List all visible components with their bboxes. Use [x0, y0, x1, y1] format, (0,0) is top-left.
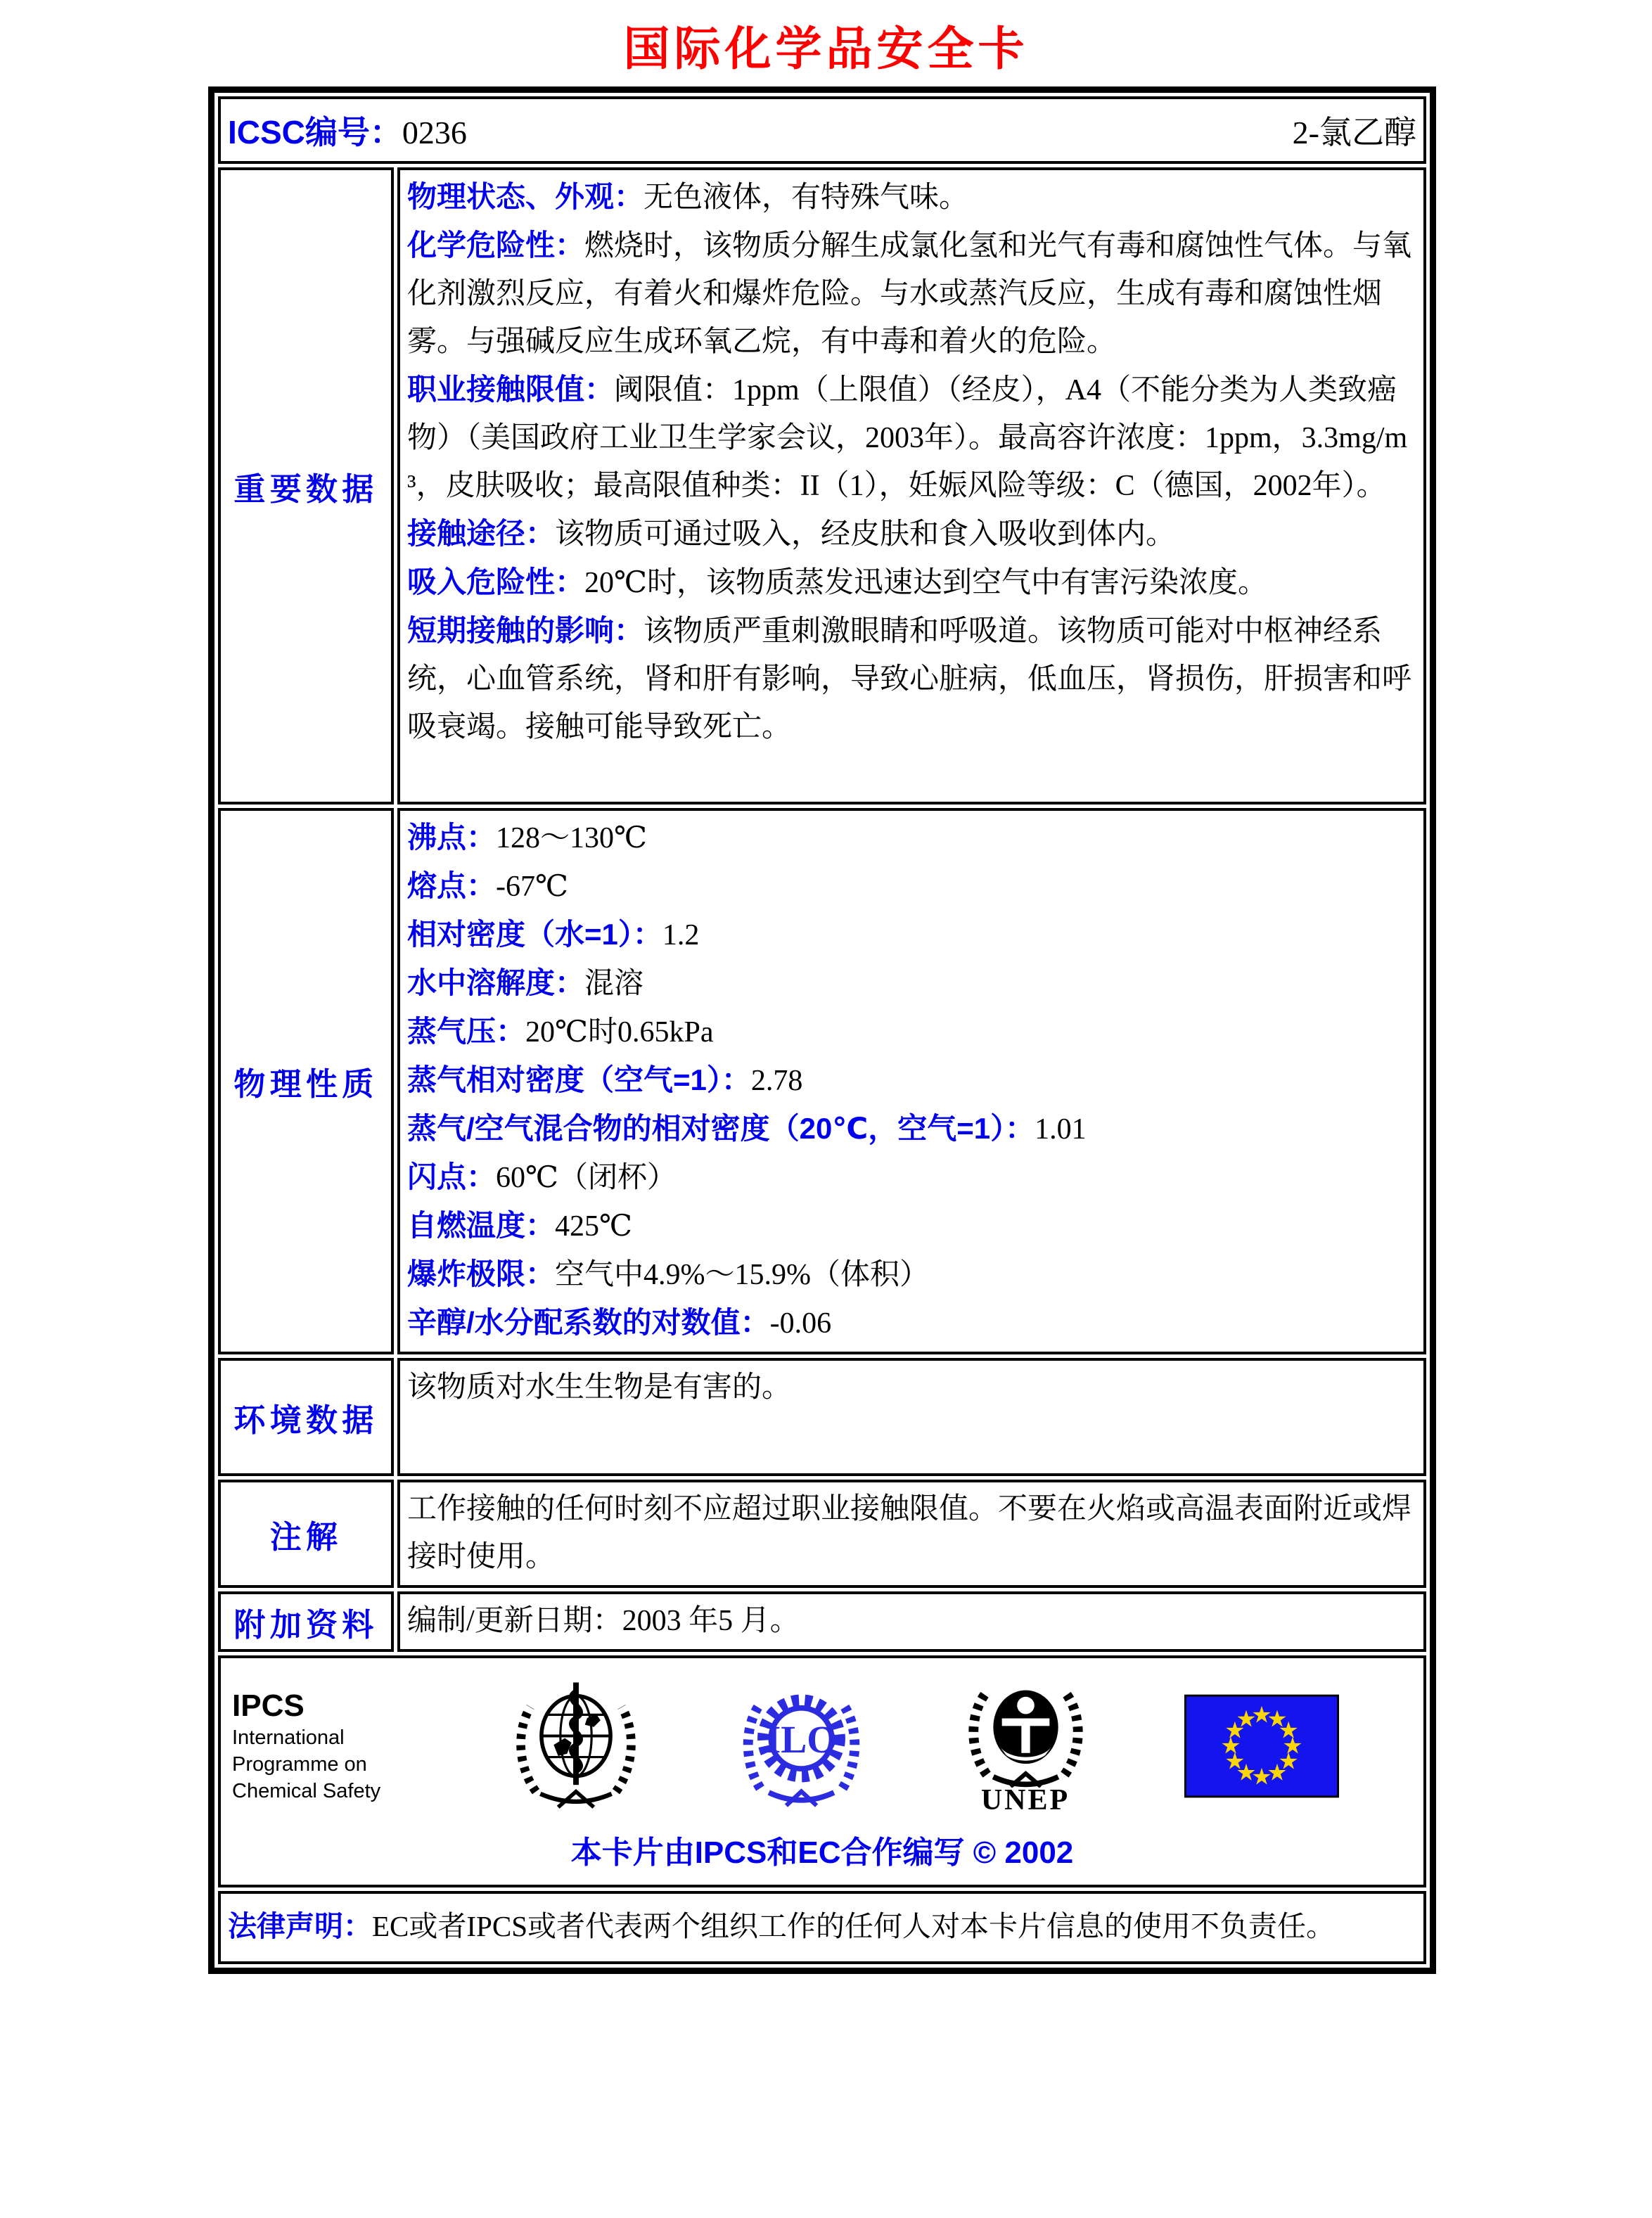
field-row — [407, 959, 1416, 1008]
field-row — [407, 366, 1416, 510]
card-header-cell — [218, 96, 1426, 164]
ipcs-line-3: Chemical Safety — [232, 1780, 381, 1802]
field-value: 425℃ — [555, 1210, 632, 1243]
section-content-additional — [400, 1594, 1423, 1649]
field-value: 20℃时，该物质蒸发迅速达到空气中有害污染浓度。 — [584, 567, 1268, 599]
field-value: 阈限值：1ppm（上限值）（经皮），A4（不能分类为人类致癌物）（美国政府工业卫生学家会议，2003年）。最高容许浓度：1ppm，3.3mg/m³，皮肤吸收；最高限值种类：II（1），妊娠风险等级：C（德国，2002年）。 — [407, 374, 1408, 502]
unep-logo-text: UNEP — [980, 1784, 1070, 1816]
field-row — [407, 510, 1416, 558]
section-row-physical — [218, 808, 1426, 1354]
field-value: 2.78 — [750, 1065, 803, 1097]
footer-caption: 本卡片由IPCS和EC合作编写 © 2002 — [570, 1835, 1074, 1870]
section-content-important — [400, 170, 1423, 802]
section-row-additional — [218, 1591, 1426, 1652]
ipcs-line-2: Programme on — [232, 1753, 367, 1776]
icsc-card-table — [208, 86, 1436, 1974]
field-value: 1.2 — [662, 919, 700, 951]
field-value: 60℃（闭杯） — [496, 1162, 677, 1194]
field-row — [407, 173, 1416, 222]
section-content-notes — [400, 1482, 1423, 1585]
field-row — [407, 1299, 1416, 1347]
field-label: 蒸气相对密度（空气=1）： — [407, 1063, 751, 1096]
field-row — [407, 1250, 1416, 1299]
section-label-environment: 环境数据 — [218, 1358, 394, 1476]
field-label: 自燃温度： — [407, 1209, 556, 1242]
ilo-logo-icon — [736, 1678, 866, 1815]
field-row — [407, 911, 1416, 959]
field-row — [407, 1485, 1416, 1581]
section-content-physical — [400, 811, 1423, 1352]
field-row — [407, 1056, 1416, 1105]
section-cell-notes — [397, 1480, 1426, 1588]
field-label: 沸点： — [407, 821, 497, 854]
section-row-notes — [218, 1480, 1426, 1588]
field-value: 1.01 — [1035, 1113, 1087, 1146]
field-row — [407, 558, 1416, 607]
section-cell-physical — [397, 808, 1426, 1354]
ipcs-line-1: International — [232, 1726, 345, 1749]
field-label: 蒸气/空气混合物的相对密度（20℃，空气=1）： — [407, 1112, 1035, 1145]
section-row-environment — [218, 1358, 1426, 1476]
field-label: 水中溶解度： — [407, 966, 585, 999]
field-label: 化学危险性： — [407, 229, 585, 262]
ipcs-acronym: IPCS — [232, 1688, 305, 1723]
section-label-additional: 附加资料 — [218, 1591, 394, 1652]
section-label-notes: 注解 — [218, 1480, 394, 1588]
field-value: 编制/更新日期：2003 年5 月。 — [407, 1605, 800, 1637]
field-row — [407, 1008, 1416, 1056]
legal-text: EC或者IPCS或者代表两个组织工作的任何人对本卡片信息的使用不负责任。 — [372, 1910, 1335, 1942]
field-row — [407, 607, 1416, 751]
unep-logo-icon — [961, 1675, 1091, 1817]
legal-cell — [218, 1891, 1426, 1964]
icsc-number-value: 0236 — [402, 115, 467, 150]
section-cell-environment — [397, 1358, 1426, 1476]
chemical-name: 2-氯乙醇 — [1292, 115, 1416, 150]
field-label: 闪点： — [407, 1160, 497, 1193]
section-content-environment — [400, 1361, 1423, 1473]
field-value: 20℃时0.65kPa — [525, 1016, 714, 1049]
field-row — [407, 222, 1416, 366]
field-row — [407, 1597, 1416, 1645]
field-row — [407, 1153, 1416, 1202]
field-label: 辛醇/水分配系数的对数值： — [407, 1306, 770, 1339]
field-value: 该物质可通过吸入，经皮肤和食入吸收到体内。 — [555, 518, 1176, 551]
section-label-physical: 物理性质 — [218, 808, 394, 1354]
field-label: 物理状态、外观： — [407, 180, 644, 213]
field-value: 工作接触的任何时刻不应超过职业接触限值。不要在火焰或高温表面附近或焊接时使用。 — [407, 1493, 1412, 1573]
field-value: 混溶 — [584, 968, 644, 1000]
footer-logos-cell — [218, 1655, 1426, 1887]
field-value: 空气中4.9%～15.9%（体积） — [555, 1259, 929, 1291]
field-row — [407, 1364, 1416, 1411]
field-row — [407, 814, 1416, 862]
field-value: 无色液体，有特殊气味。 — [643, 181, 969, 214]
page-title: 国际化学品安全卡 — [623, 23, 1029, 75]
field-value: 该物质严重刺激眼睛和呼吸道。该物质可能对中枢神经系统，心血管系统，肾和肝有影响，导致心脏病，低血压，肾损伤，肝损害和呼吸衰竭。接触可能导致死亡。 — [407, 615, 1412, 743]
svg-text:ILO: ILO — [765, 1718, 838, 1762]
footer-logos-row — [218, 1655, 1426, 1887]
field-label: 接触途径： — [407, 517, 556, 550]
field-label: 短期接触的影响： — [407, 614, 644, 647]
section-row-important — [218, 167, 1426, 804]
field-label: 相对密度（水=1）： — [407, 918, 662, 951]
field-label: 吸入危险性： — [407, 565, 585, 598]
ipcs-block — [232, 1688, 415, 1804]
section-cell-additional — [397, 1591, 1426, 1652]
field-row — [407, 1202, 1416, 1250]
field-label: 爆炸极限： — [407, 1257, 556, 1290]
who-logo-icon — [509, 1678, 643, 1815]
field-value: 燃烧时，该物质分解生成氯化氢和光气有毒和腐蚀性气体。与氧化剂激烈反应，有着火和爆炸危险。与水或蒸汽反应，生成有毒和腐蚀性烟雾。与强碱反应生成环氧乙烷，有中毒和着火的危险。 — [407, 230, 1412, 358]
field-row — [407, 1105, 1416, 1153]
icsc-number-label: ICSC编号： — [228, 114, 402, 150]
field-label: 职业接触限值： — [407, 373, 615, 406]
field-label: 蒸气压： — [407, 1015, 526, 1048]
card-header-row — [218, 96, 1426, 164]
field-label: 熔点： — [407, 869, 497, 902]
eu-flag-icon — [1184, 1693, 1339, 1799]
section-cell-important — [397, 167, 1426, 804]
section-label-important: 重要数据 — [218, 167, 394, 804]
field-value: -0.06 — [769, 1307, 832, 1340]
legal-row — [218, 1891, 1426, 1964]
field-value: 128～130℃ — [496, 822, 647, 854]
field-value: -67℃ — [496, 871, 568, 903]
icsc-number-group — [228, 107, 467, 153]
legal-label: 法律声明： — [228, 1910, 372, 1942]
field-value: 该物质对水生生物是有害的。 — [407, 1371, 792, 1404]
field-row — [407, 862, 1416, 911]
